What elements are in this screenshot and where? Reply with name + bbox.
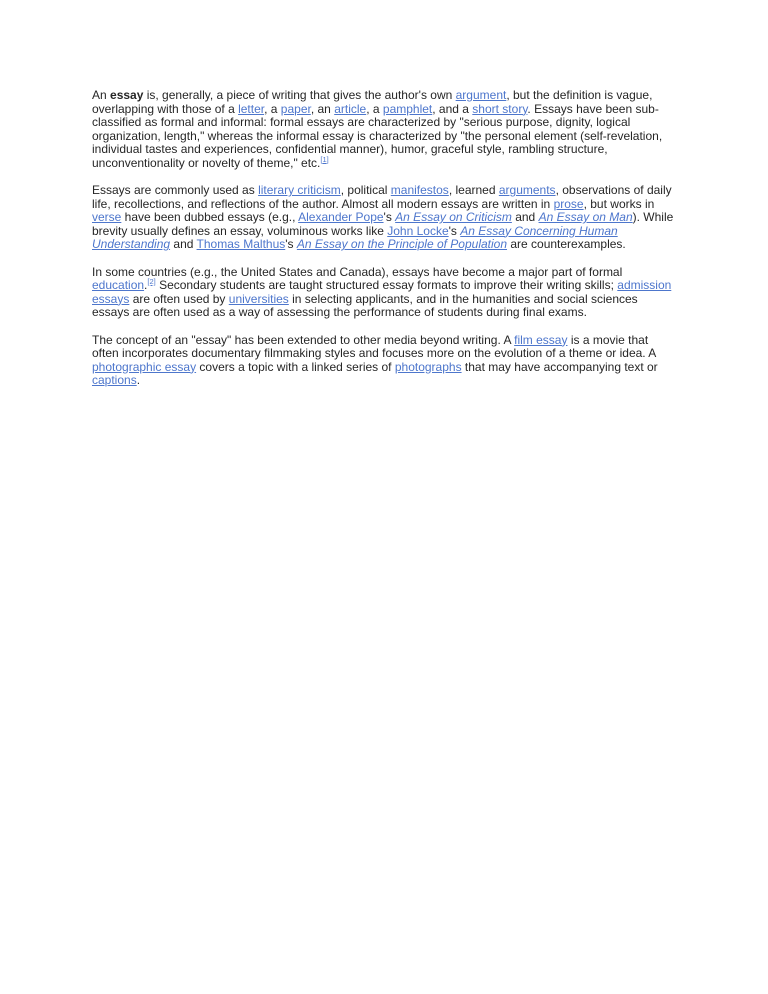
paragraph [92,184,678,252]
text-run: An [92,88,111,102]
text-run: and [511,210,539,224]
paragraph [92,89,678,170]
text-run: The concept of an "essay" has been extended to other media beyond writing. A [92,332,515,347]
text-link[interactable]: Alexander Pope [298,210,384,224]
text-run: have been dubbed essays (e.g., [121,210,299,224]
text-run: is, generally, a piece of writing that gives the author's own [143,88,456,102]
text-link[interactable]: article [334,101,367,116]
text-run: In some countries (e.g., the United States and Canada), essays have become a major part of formal [92,264,623,279]
text-run: , but the definition is vague, overlapping with those of a [92,88,653,116]
text-link[interactable]: admission essays [92,278,672,306]
text-run: are counterexamples. [507,237,626,251]
text-link[interactable]: verse [92,210,122,224]
text-run: , and a [432,101,473,116]
text-run: Essays are commonly used as [92,183,259,197]
text-link[interactable]: Thomas Malthus [196,237,286,251]
text-link[interactable]: An Essay on Criticism [395,210,512,224]
text-run: . [136,373,141,387]
text-run: , a [264,101,281,116]
text-run: are often used by [129,291,229,306]
text-run: and [170,237,197,251]
text-run: 's [285,237,297,251]
text-link[interactable]: prose [553,196,584,211]
text-link[interactable]: John Locke [387,223,449,238]
text-run: ). While brevity usually defines an essay, voluminous works like [92,210,674,238]
text-link[interactable]: An Essay on Man [538,210,633,224]
text-run: is a movie that often incorporates documentary filmmaking styles and focuses more on the evolution of a theme or idea. A [92,332,656,360]
text-run: , learned [448,183,499,197]
reference-link[interactable]: [1] [320,154,329,164]
text-link[interactable]: An Essay Concerning Human Understanding [92,223,618,251]
text-run: , a [366,101,383,116]
text-run: , but works in [583,196,655,211]
text-run: . [144,278,148,292]
text-link[interactable]: arguments [498,183,556,197]
reference-link[interactable]: [2] [147,277,156,286]
text-run: that may have accompanying text or [461,359,658,374]
text-run: , political [340,183,391,197]
paragraph [92,334,678,388]
text-run: 's [448,223,461,238]
text-link[interactable]: short story [472,101,528,116]
text-link[interactable]: education [92,278,145,292]
text-link[interactable]: letter [238,101,265,116]
text-run: essay [110,88,144,102]
text-link[interactable]: pamphlet [382,101,433,116]
text-run: in selecting applicants, and in the humanities and social sciences essays are often used as a way of assessing the performance of students during final exams. [92,291,638,319]
text-link[interactable]: An Essay on the Principle of Population [296,237,508,251]
text-link[interactable]: argument [455,88,507,102]
text-run: , an [310,101,335,116]
article-body [92,89,678,402]
text-run: 's [383,210,396,224]
text-run: , observations of daily life, recollections, and reflections of the author. Almost all modern essays are written in [92,183,672,211]
paragraph [92,266,678,320]
text-run: Secondary students are taught structured essay formats to improve their writing skills; [155,278,618,292]
text-link[interactable]: photographs [394,359,462,374]
text-link[interactable]: manifestos [390,183,449,197]
text-run: . Essays have been sub-classified as formal and informal: formal essays are characterized by "serious purpose, dignity, logical organization, length," whereas the informal essay is characterized by "the personal element (self-revelation, individual tastes and experiences, confidential manner), humor, graceful style, rambling structure, unconventionality or novelty of theme," etc. [92,101,663,170]
text-link[interactable]: universities [228,291,289,306]
text-run: covers a topic with a linked series of [196,359,395,374]
text-link[interactable]: paper [280,101,311,116]
text-link[interactable]: literary criticism [258,183,341,197]
text-link[interactable]: photographic essay [92,359,197,374]
text-link[interactable]: captions [92,373,137,387]
text-link[interactable]: film essay [514,332,568,347]
